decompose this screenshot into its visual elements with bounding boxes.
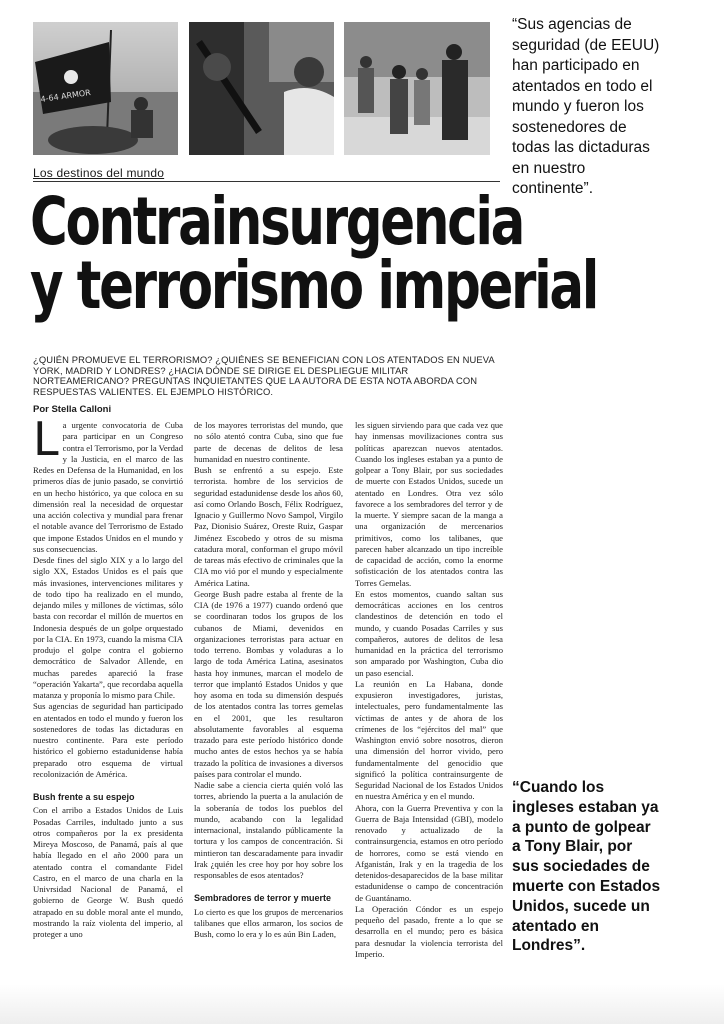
paragraph: a urgente convocatoria de Cuba para participar en un Congreso contra el Terrorismo, por la Verdad y la Justicia, en el marco de las Redes en Defensa de la Humanidad, en los primeros días de junio pasado, se convirtió en un hecho histórico, ya que coloca en su dimensión real la necesidad de orquestar una acción colectiva y mundial para frenar el notable avance del Terrorismo de Estado que impone Estados Unidos en el mundo y sus consecuencias. [33, 420, 183, 554]
section-label [33, 166, 500, 182]
paragraph: les siguen sirviendo para que cada vez que hay inmensas movilizaciones contra sus políticas aparezcan nuevos atentados. Cuando los ingleses estaban ya a punto de golpear a Tony Blair, por sus sociedades de muerte con Estados Unidos, sucede un atentado en Londres. Otra vez sólo favorece a los sembradores del terror y de la muerte. Y siempre sacan de la manga a una organización de mercenarios primitivos, como los talibanes, que parecen haber alcanzado un tipo increíble de capacidad de acción, como la enorme sofisticación de los atentados contra las Torres Gemelas. [355, 420, 503, 588]
drop-cap: L [33, 412, 59, 466]
article-lead: ¿QUIÉN PROMUEVE EL TERRORISMO? ¿QUIÉNES SE BENEFICIAN CON LOS ATENTADOS EN NUEVA YORK, MADRID Y LONDRES? ¿HACIA DÓNDE SE DIRIGE EL DESPLIEGUE MILITAR NORTEAMERICANO? PREGUNTAS INQUIETANTES QUE LA AUTORA DE ESTA NOTA ABORDA CON RESPUESTAS VALIENTES. EL EJEMPLO HISTÓRICO. [33, 354, 495, 398]
column-3 [355, 420, 503, 960]
byline: Por Stella Calloni [33, 404, 112, 415]
paragraph: Nadie sabe a ciencia cierta quién voló las torres, abriendo la puerta a la anulación de la soberanía de todos los pueblos del mundo, acabando con la legalidad internacional, instalando públicamente la tortura y los campos de concentración. Si mintieron tan descaradamente para invadir Irak ¿quién les cree hoy por hoy sobre los responsables de esos atentados? [194, 780, 343, 880]
article-title [30, 183, 598, 324]
paragraph: Lo cierto es que los grupos de mercenarios talibanes que ellos armaron, los socios de Bush, como lo era y lo es aún Bin Laden, [194, 906, 343, 939]
page-bottom-edge [0, 984, 724, 1024]
paragraph: Ahora, con la Guerra Preventiva y con la Guerra de Baja Intensidad (GBI), modelo renovado y actualizado de la contrainsurgencia, estamos en otro período de horrores, como se está viendo en Afganistán, Irak y en la tragedia de los detenidos-desaparecidos de la base militar estadunidense o campo de concentración de Guantánamo. [355, 802, 503, 903]
title-line-2: y terrorismo imperial [30, 247, 598, 324]
photo-soldiers-children [344, 22, 490, 155]
subheading: Sembradores de terror y muerte [194, 893, 332, 904]
paragraph: En estos momentos, cuando saltan sus democráticas acciones en los centros clandestinos de detención en todo el mundo, y cuando Posadas Carriles y sus compañeros, autores de delitos de lesa humanidad en la práctica del terrorismo son amparado por Washington, Cuba dio un paso esencial. [355, 588, 503, 678]
column-1 [33, 412, 183, 940]
pull-quote-top: “Sus agencias de seguridad (de EEUU) han participado en atentados en todo el mundo y fueron los sostenedores de todas las dictaduras en nuestro continente”. [512, 16, 660, 197]
column-2 [194, 420, 343, 940]
photo-pirate-flag-soldiers [33, 22, 178, 155]
paragraph: de los mayores terroristas del mundo, que no sólo atentó contra Cuba, sino que fue parte de decenas de delitos de lesa humanidad en nuestro continente. [194, 420, 343, 464]
paragraph: La Operación Cóndor es un espejo pequeño del pasado, frente a lo que se desarrolla en el mundo; pero es básica para desnudar la violencia terrorista del Imperio. [355, 903, 503, 959]
paragraph: La reunión en La Habana, donde expusieron investigadores, juristas, intelectuales, pero fundamentalmente las víctimas de antes y de ahora de los crímenes de los “ejércitos del mal” que Washington envió sobre nosotros, dieron una dimensión del horror vivido, pero fundamentalmente del genocidio que significó la política contrainsurgente de Seguridad Nacional de los Estados Unidos en nuestra América y en el mundo. [355, 678, 503, 802]
paragraph: George Bush padre estaba al frente de la CIA (de 1976 a 1977) cuando ordenó que se coordinaran todos los grupos de los cubanos de Miami, devenidos en organizaciones terroristas para actuar en todo terreno. Bombas y voladuras a lo largo de toda América Latina, asesinatos hasta hoy inmunes, marcan el modelo de terror que implantó Estados Unidos y que hoy asoma en toda su dimensión después de los atentados contra las torres gemelas en el 2001, que les resultaron absolutamente favorables al esquema trazado para este período histórico donde mucho antes de estos hechos ya se había trazado la política de invasiones a diversos países para controlar el mundo. [194, 588, 343, 779]
photo-child-soldier [189, 22, 334, 155]
pull-quote-bottom: “Cuando los ingleses estaban ya a punto de golpear a Tony Blair, por sus sociedades de muerte con Estados Unidos, sucede un atentado en Londres”. [512, 779, 661, 955]
title-line-1: Contrainsurgencia [30, 183, 524, 260]
paragraph: Bush se enfrentó a su espejo. Este terrorista. hombre de los servicios de seguridad estadunidense desde los años 60, así como Orlando Bosch, Félix Rodríguez, Ignacio y Guillermo Novo Sampol, Virgilo Paz, Dionisio Suárez, Oreste Ruiz, Gaspar Jiménez Escobedo y otros de su misma catadura moral, conforman el grupo móvil de tareas más efectivo de criminales que la CIA mo vió por el mundo y especialmente América Latina. [194, 465, 343, 588]
flag-text: 4-64 ARMOR [40, 88, 92, 104]
paragraph: Sus agencias de seguridad han participado en atentados en todo el mundo y fueron los sostenedores de todas las dictaduras en nuestro continente. Para este período histórico el gobierno estadunidense había preparado otro esquema de virtual recolonización de América. [33, 701, 183, 779]
paragraph: Desde fines del siglo XIX y a lo largo del siglo XX, Estados Unidos es el país que más invasiones, intervenciones militares y de todo tipo ha realizado en el mundo, dejando miles y millones de víctimas, sólo basta con recordar el millón de muertos en Indonesia después de un golpe orquestado por la CIA. En 1973, cuando la misma CIA produjo el golpe contra el gobierno democrático de Salvador Allende, en muchas paredes apareció la frase “operación Yakarta”, que recordaba aquella matanza y proponía lo mismo para Chile. [33, 555, 183, 700]
section-label-text: Los destinos del mundo [33, 166, 165, 180]
paragraph: Con el arribo a Estados Unidos de Luis Posadas Carriles, indultado junto a sus otros compañeros por la ex presidenta Mireya Moscoso, de Panamá, país al que había llegado en el año 2000 para un atentado contra el comandante Fidel Castro, en el marco de una charla en la Univrsidad Nacional de Panamá, el gobierno de George W. Bush quedó atrapado en su doble moral ante el mundo, mostrando la raíz violenta del imperio, al proteger a uno [33, 805, 183, 939]
subheading: Bush frente a su espejo [33, 792, 135, 802]
